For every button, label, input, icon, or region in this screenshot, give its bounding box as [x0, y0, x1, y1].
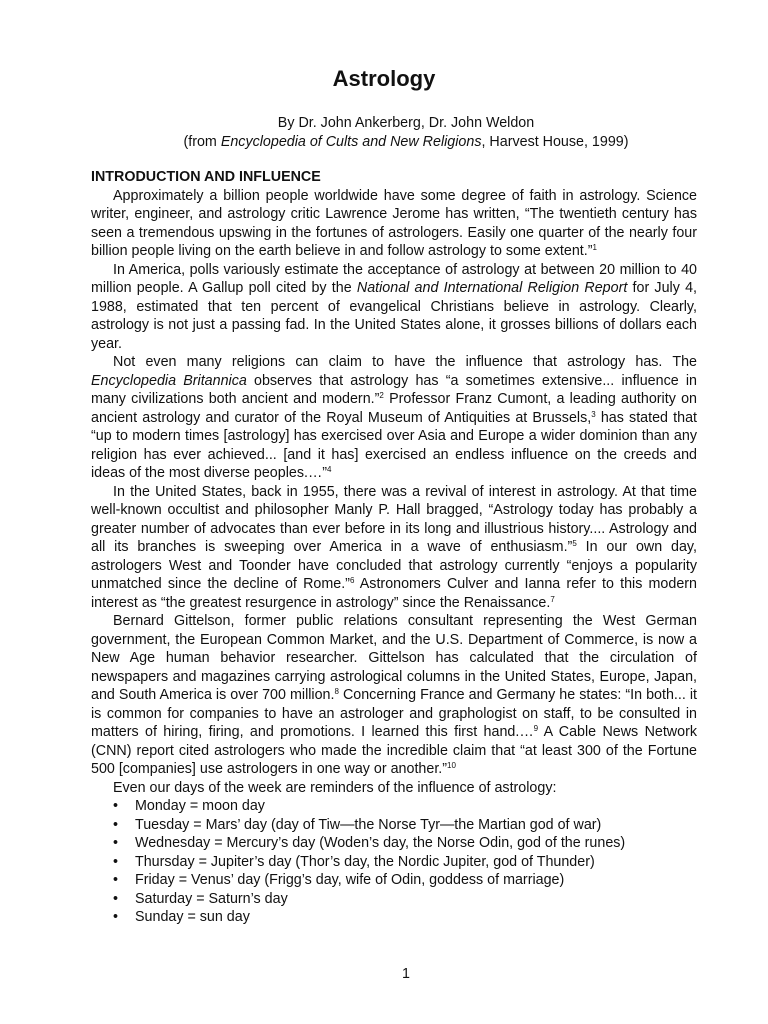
bullet-icon: •	[113, 798, 119, 814]
footnote-ref: 9	[533, 724, 539, 733]
list-item: • Friday = Venus’ day (Frigg’s day, wife of Odin, goddess of marriage)	[113, 872, 565, 888]
paragraph-5: Bernard Gittelson, former public relations consultant representing the West German government, the European Common Market, and the U.S. Department of Commerce, is now a New Age human behavior researcher. Gittelson has calculated that the circulation of newspapers and magazines carrying astrological columns in the United States, Europe, Japan, and South America is over 700 million.$^8$ Concerning France and Germany he states: “In both... it is common for companies to have an astrologer and graphologist on staff, to be consulted in matters of hiring, firing, and promotions. I learned this first hand.…$^9$ A Cable News Network (CNN) report cited astrologers who made the incredible claim that “at least 300 of the Fortune 500 [companies] use astrologers in one way or another.”$^{10}$	[91, 613, 697, 777]
paragraph-6: Even our days of the week are reminders of the influence of astrology:	[113, 779, 557, 796]
bullet-icon: •	[113, 909, 119, 925]
source-citation: (from Encyclopedia of Cults and New Religions, Harvest House, 1999)	[183, 134, 629, 150]
days-list	[91, 797, 697, 927]
page-number: 1	[402, 966, 410, 982]
bullet-icon: •	[113, 816, 119, 833]
footnote-ref: 2	[379, 391, 384, 400]
bullet-icon: •	[113, 890, 119, 907]
footnote-ref: 7	[550, 594, 555, 604]
paragraph-4: In the United States, back in 1955, there was a revival of interest in astrology. At that time well-known occultist and philosopher Manly P. Hall bragged, “Astrology today has probably a greater number of advocates than ever before in its long and illustrious history.... Astrology and all its branches is sweeping over America in a wave of enthusiasm.”$^5$ In our own day, astrologers West and Toonder have concluded that astrology currently “enjoys a popularity unmatched since the decline of Rome.”$^6$ Astronomers Culver and Ianna refer to this modern interest as “the greatest resurgence in astrology” since the Renaissance.$^7$	[91, 483, 697, 611]
authors: By Dr. John Ankerberg, Dr. John Weldon	[277, 115, 535, 131]
paragraph-3: Not even many religions can claim to have the influence that astrology has. The Encyclopedia Britannica observes that astrology has “a sometimes extensive... influence in many civilizations both ancient and modern.”$^2$ Professor Franz Cumont, a leading authority on ancient astrology and curator of the Royal Museum of Antiquities at Brussels,$^3$ has stated that “up to modern times [astrology] has exercised over Asia and Europe a wider dominion than any religion has ever achieved... [and it has] exercised an endless influence on the creeds and ideas of the most diverse peoples.…”$^4$	[91, 354, 697, 481]
document-title: Astrology	[332, 66, 436, 91]
list-item: • Thursday = Jupiter’s day (Thor’s day, the Nordic Jupiter, god of Thunder)	[113, 853, 595, 870]
section-heading: INTRODUCTION AND INFLUENCE	[91, 169, 321, 185]
paragraph-2: In America, polls variously estimate the acceptance of astrology at between 20 million to 40 million people. A Gallup poll cited by the National and International Religion Report for July 4, 1988, estimated that ten percent of evangelical Christians believe in astrology. Clearly, astrology is not just a passing fad. In the United States alone, it grosses billions of dollars each year.	[91, 261, 697, 352]
list-item: • Wednesday = Mercury’s day (Woden’s day, the Norse Odin, god of the runes)	[113, 835, 626, 851]
footnote-ref: 4	[327, 465, 332, 474]
bullet-icon: •	[113, 872, 119, 888]
document-body	[91, 168, 697, 927]
footnote-ref: 10	[447, 761, 456, 770]
footnote-ref: 8	[334, 687, 339, 696]
footnote-ref: 1	[592, 243, 597, 252]
bullet-icon: •	[113, 853, 119, 870]
paragraph-1: Approximately a billion people worldwide have some degree of faith in astrology. Science writer, engineer, and astrology critic Lawrence Jerome has written, “The twentieth century has seen a tremendous upswing in the fortunes of astrologers. Easily one quarter of the nearly four billion people living on the earth believe in and follow astrology to some extent.”$^1$	[91, 187, 697, 259]
source-title: Encyclopedia of Cults and New Religions	[220, 134, 482, 150]
bullet-icon: •	[113, 835, 119, 851]
footnote-ref: 3	[591, 409, 596, 419]
list-item: • Sunday = sun day	[113, 909, 250, 925]
list-item: • Tuesday = Mars’ day (day of Tiw—the Norse Tyr—the Martian god of war)	[113, 816, 602, 833]
footnote-ref: 6	[349, 576, 355, 585]
byline	[0, 114, 768, 152]
footnote-ref: 5	[572, 539, 577, 548]
list-item: • Monday = moon day	[113, 798, 265, 814]
list-item: • Saturday = Saturn’s day	[113, 890, 288, 907]
